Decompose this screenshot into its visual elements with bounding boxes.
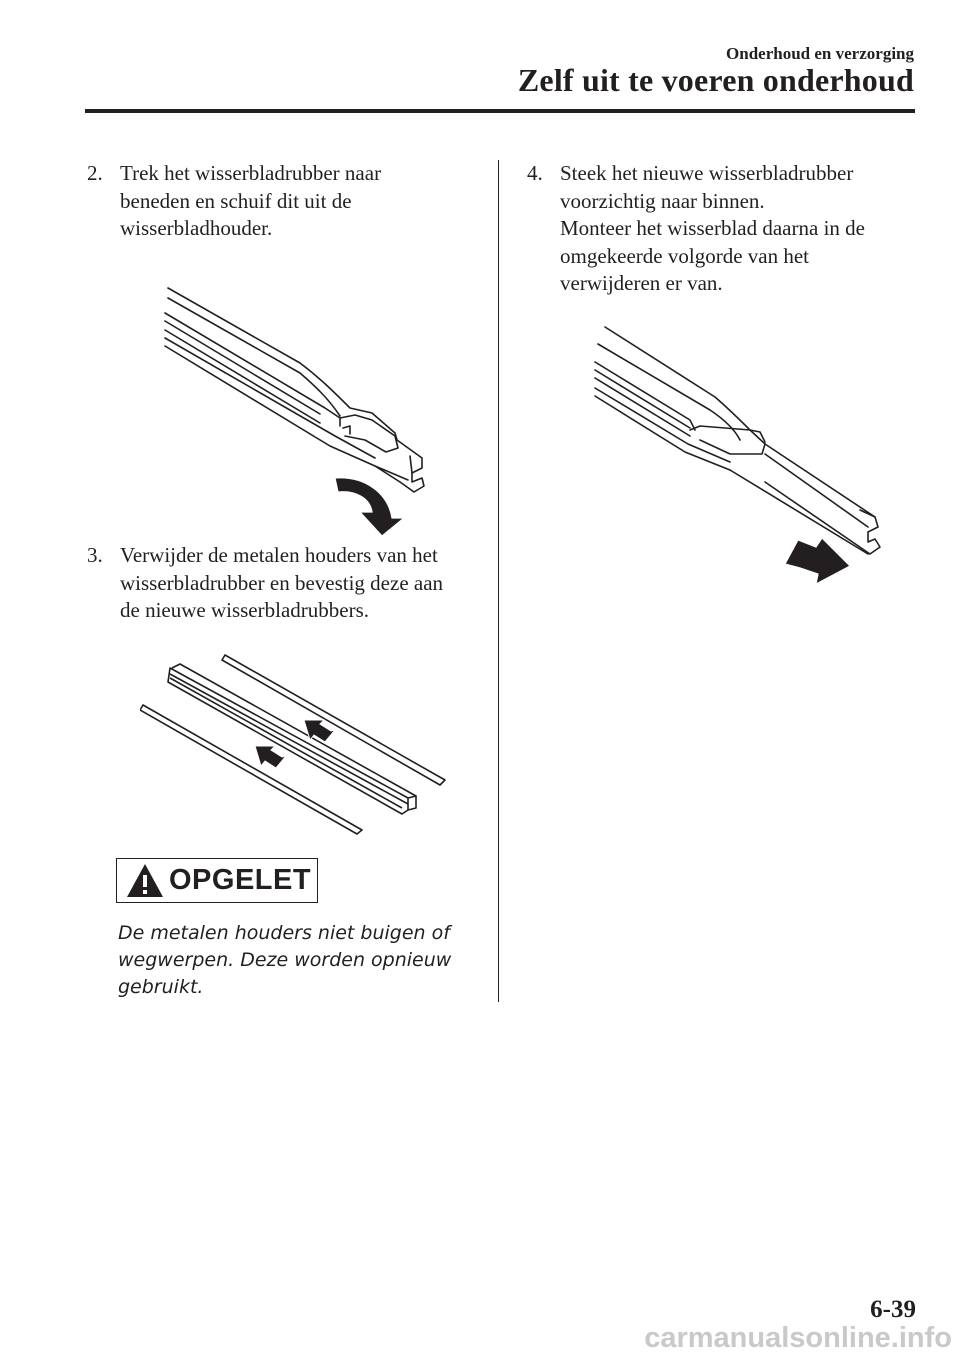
header-rule — [85, 109, 915, 113]
step-4 — [527, 160, 927, 305]
column-divider — [498, 160, 499, 1002]
wiper-rubber-insert-illustration — [590, 322, 890, 590]
watermark: carmanualsonline.info — [644, 1322, 952, 1354]
caution-box — [116, 858, 318, 903]
step-text: Verwijder de metalen houders van het wisserbladrubber en bevestig deze aan de nieuwe wisserbladrubbers. — [120, 543, 444, 622]
arrow-icon — [255, 746, 286, 768]
warning-triangle-icon — [125, 861, 165, 901]
step-text: Trek het wisserbladrubber naar beneden en schuif dit uit de wisserbladhouder. — [120, 161, 382, 240]
wiper-rubber-pull-illustration — [160, 268, 440, 536]
arrow-icon — [785, 538, 850, 584]
metal-holders-illustration — [140, 650, 450, 835]
caution-text: De metalen houders niet buigen of wegwerpen. Deze worden opnieuw gebruikt. — [118, 922, 452, 998]
section-title: Onderhoud en verzorging — [726, 44, 914, 63]
step-3 — [87, 542, 482, 632]
chapter-title: Zelf uit te voeren onderhoud — [517, 62, 914, 98]
arrow-icon — [304, 720, 335, 742]
step-number: 2. — [87, 161, 103, 185]
step-text: Steek het nieuwe wisserbladrubber voorzichtig naar binnen. Monteer het wisserblad daarna in de omgekeerde volgorde van het verwijderen er van. — [560, 161, 865, 295]
step-2 — [87, 160, 482, 250]
page-number: 6-39 — [870, 1296, 916, 1323]
caution-label: OPGELET — [169, 864, 312, 896]
step-number: 4. — [527, 161, 543, 185]
step-number: 3. — [87, 543, 103, 567]
curved-arrow-icon — [335, 478, 404, 536]
